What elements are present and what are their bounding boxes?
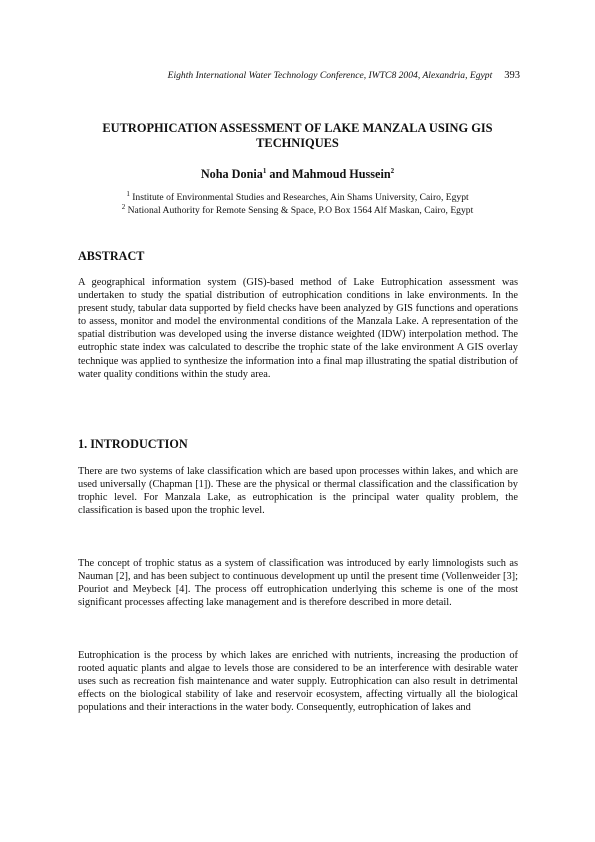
author-2: Mahmoud Hussein: [292, 167, 391, 181]
affiliation-2-text: National Authority for Remote Sensing & Space, P.O Box 1564 Alf Maskan, Cairo, Egypt: [125, 205, 474, 216]
author-conjunction: and: [266, 167, 293, 181]
conference-name: Eighth International Water Technology Conference, IWTC8 2004, Alexandria, Egypt: [167, 70, 493, 81]
running-header: [100, 70, 520, 81]
author-1: Noha Donia: [200, 167, 263, 181]
page-number: 393: [504, 70, 520, 81]
abstract-heading: ABSTRACT: [78, 249, 145, 263]
affiliation-1-text: Institute of Environmental Studies and Researches, Ain Shams University, Cairo, Egypt: [129, 192, 469, 203]
author-2-affiliation-marker: 2: [390, 166, 395, 175]
affiliation-1: [60, 189, 535, 204]
introduction-heading: 1. INTRODUCTION: [78, 437, 188, 451]
author-1-affiliation-marker: 1: [262, 166, 267, 175]
introduction-paragraph-2: The concept of trophic status as a system of classification was introduced by early limnologists such as Nauman [2], and has been subject to continuous development up until the present time (Vollenweider [3]; Pouriot and Meybeck [4]. The process off eutrophication underlying this scheme is one of the most significant processes affecting lake management and is therefore described in more detail.: [78, 558, 518, 609]
affiliation-2: [60, 202, 535, 217]
abstract-text: A geographical information system (GIS)-based method of Lake Eutrophication assessment was undertaken to study the spatial distribution of eutrophication conditions in lake environments. In the present study, tabular data supported by field checks have been analyzed by GIS functions and operations to assess, monitor and model the environmental conditions of the Manzala Lake. A representation of the spatial distribution was developed using the inverse distance weighted (IDW) interpolation method. The eutrophic state index was calculated to describe the trophic state of the lake environment A GIS overlay technique was applied to synthesize the information into a final map illustrating the spatial distribution of water quality conditions within the study area.: [78, 277, 518, 380]
paper-title: EUTROPHICATION ASSESSMENT OF LAKE MANZALA USING GIS TECHNIQUES: [102, 121, 493, 150]
affiliation-1-marker: 1: [126, 189, 130, 198]
introduction-paragraph-3: Eutrophication is the process by which lakes are enriched with nutrients, increasing the production of rooted aquatic plants and algae to levels those are considered to be an interference with desirable water uses such as recreation fish maintenance and water supply. Eutrophication can also result in detrimental effects on the biological stability of lake and reservoir ecosystem, affecting virtually all the biological populations and their interactions in the water body. Consequently, eutrophication of lakes and: [78, 650, 518, 714]
author-line: [70, 167, 525, 182]
introduction-paragraph-1: There are two systems of lake classification which are based upon processes within lakes, and which are used universally (Chapman [1]). These are the physical or thermal classification and the classification by trophic level. For Manzala Lake, as eutrophication is the principal water quality problem, the classification is based upon the trophic level.: [78, 466, 518, 517]
affiliation-2-marker: 2: [121, 202, 126, 211]
